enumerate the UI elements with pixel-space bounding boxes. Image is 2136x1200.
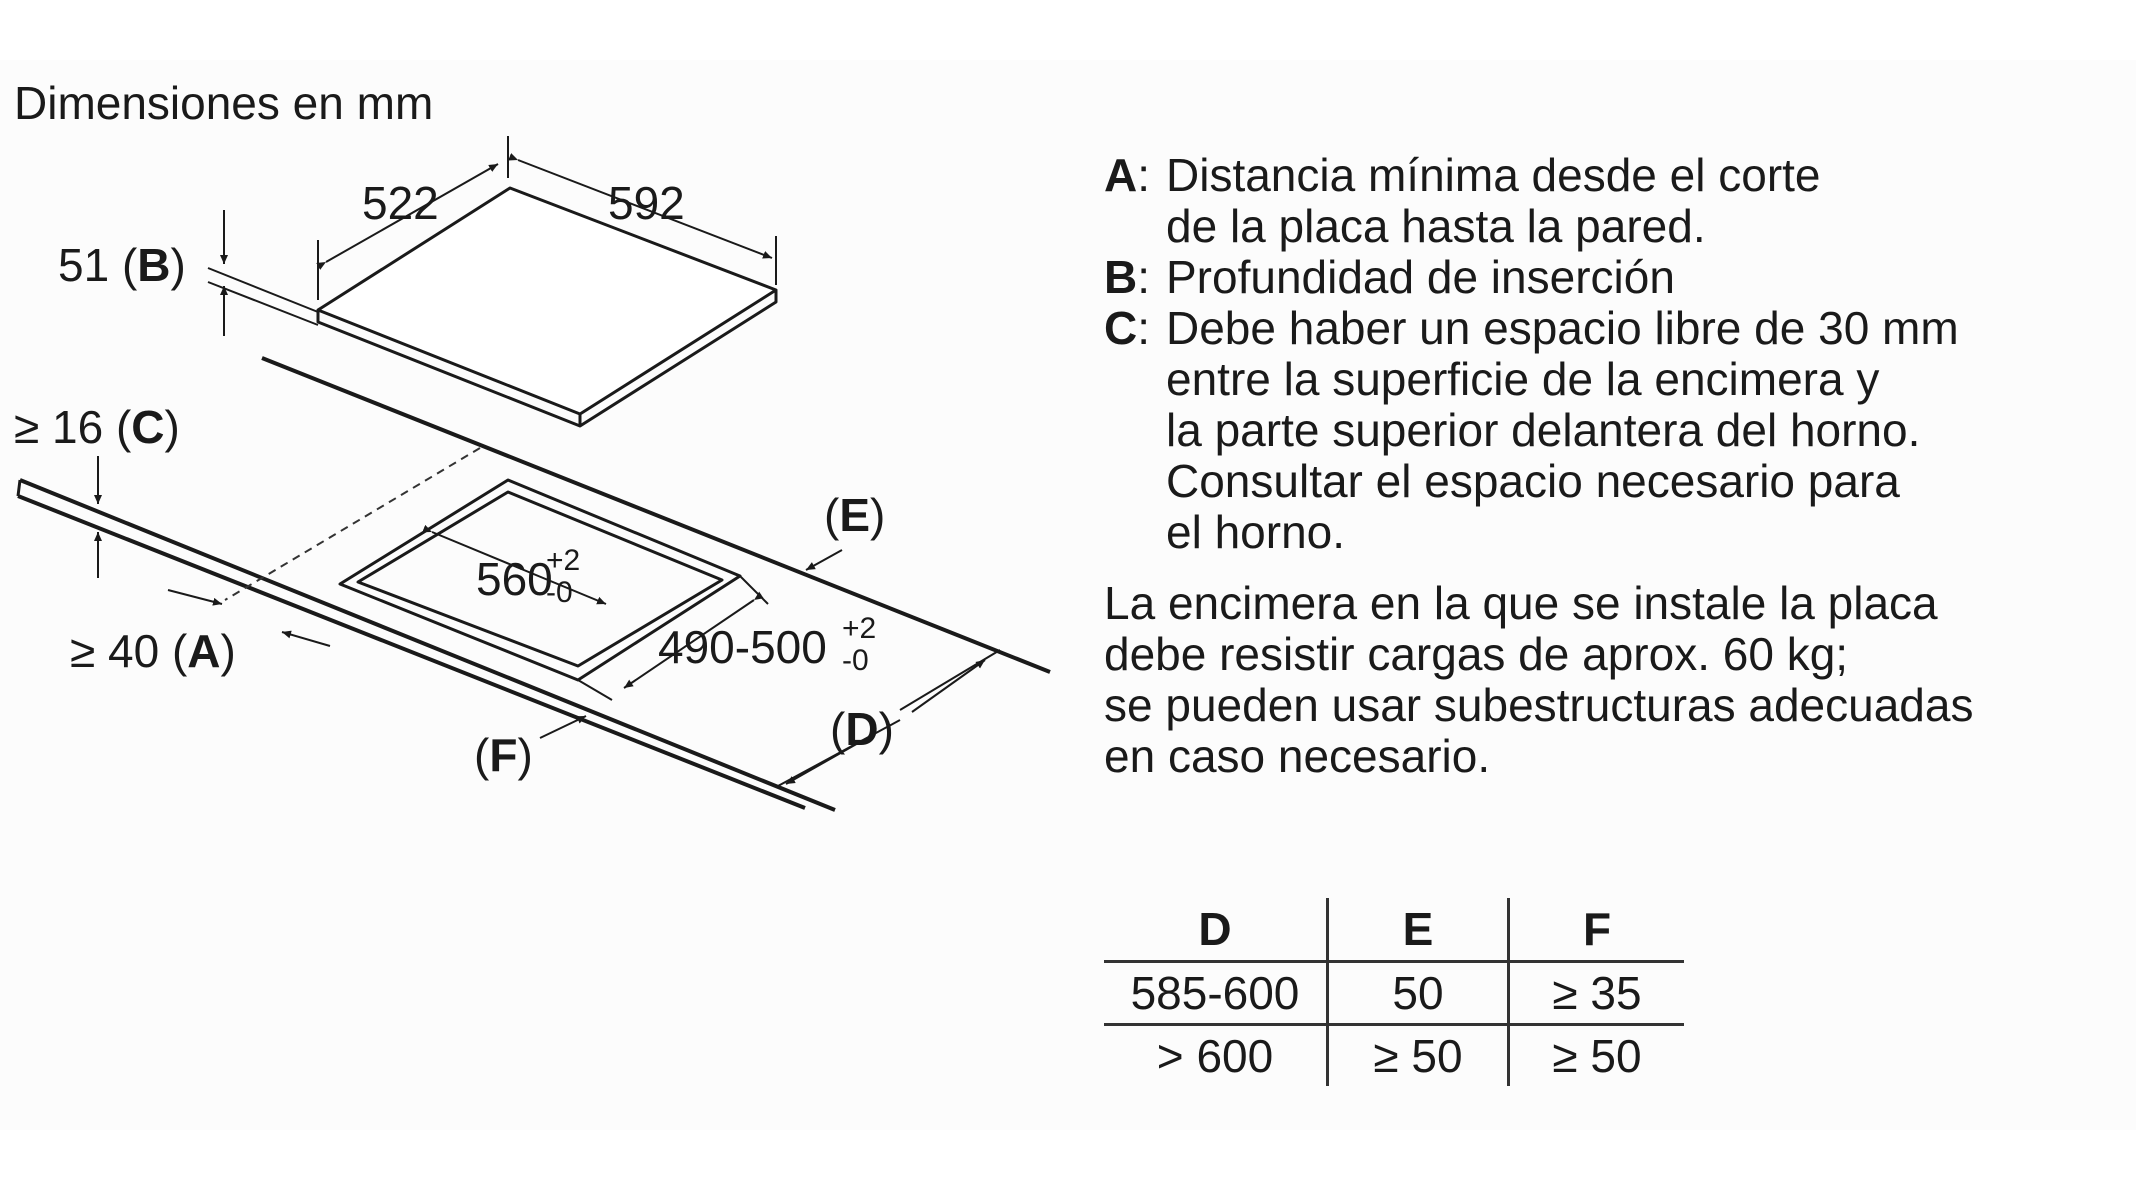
cutout-width-label: 560 bbox=[476, 553, 553, 605]
note-line: La encimera en la que se instale la placa bbox=[1104, 577, 1938, 629]
dim-c-key: C bbox=[131, 401, 165, 453]
legend-line: el horno. bbox=[1166, 506, 1346, 558]
table-row bbox=[1104, 1025, 1684, 1087]
table-cell: ≥ 50 bbox=[1328, 1025, 1509, 1087]
dim-522-label: 522 bbox=[362, 177, 439, 229]
dim-a-label bbox=[70, 625, 236, 677]
dim-c-value: ≥ 16 ( bbox=[14, 401, 132, 453]
legend-line: Consultar el espacio necesario para bbox=[1166, 455, 1900, 507]
legend-key: B: bbox=[1104, 251, 1151, 303]
table-header: D bbox=[1198, 903, 1232, 955]
legend-key: A: bbox=[1104, 149, 1151, 201]
cutout-depth-tol-plus: +2 bbox=[842, 612, 877, 645]
cutout-depth-label: 490-500 bbox=[658, 621, 827, 673]
dimensions-table bbox=[1104, 898, 1684, 1086]
cutout-width-tol-plus: +2 bbox=[546, 544, 581, 577]
dim-592-label: 592 bbox=[608, 177, 685, 229]
paren-close: ) bbox=[164, 401, 180, 453]
page-title: Dimensiones en mm bbox=[14, 77, 434, 129]
label-e-key: E bbox=[839, 489, 871, 541]
legend-line: la parte superior delantera del horno. bbox=[1166, 404, 1921, 456]
note-line: en caso necesario. bbox=[1104, 730, 1491, 782]
label-e bbox=[824, 489, 886, 541]
table-header-row bbox=[1104, 898, 1684, 962]
legend-item-a bbox=[1104, 150, 1959, 252]
legend-line: Profundidad de inserción bbox=[1166, 251, 1675, 303]
table-header: F bbox=[1509, 898, 1685, 962]
table-cell: ≥ 35 bbox=[1509, 962, 1685, 1025]
table-header: E bbox=[1328, 898, 1509, 962]
legend-line: Distancia mínima desde el corte bbox=[1166, 149, 1821, 201]
dim-b-lines bbox=[208, 210, 318, 336]
legend-item-b bbox=[1104, 252, 1959, 303]
paren-close: ) bbox=[878, 703, 894, 755]
legend-key: C: bbox=[1104, 302, 1151, 354]
paren-close: ) bbox=[170, 239, 186, 291]
label-d-key: D bbox=[845, 703, 879, 755]
legend-line: entre la superficie de la encimera y bbox=[1166, 353, 1880, 405]
dim-b-label bbox=[58, 239, 186, 291]
table-cell: > 600 bbox=[1104, 1025, 1328, 1087]
legend bbox=[1104, 150, 1959, 558]
legend-item-c bbox=[1104, 303, 1959, 558]
cutout-depth-tol-minus: -0 bbox=[842, 644, 869, 677]
label-d bbox=[830, 703, 894, 755]
paren-close: ) bbox=[870, 489, 886, 541]
note-line: debe resistir cargas de aprox. 60 kg; bbox=[1104, 628, 1849, 680]
note-line: se pueden usar subestructuras adecuadas bbox=[1104, 679, 1974, 731]
paren-open: ( bbox=[474, 729, 490, 781]
label-f bbox=[474, 729, 533, 781]
leader-f bbox=[540, 716, 586, 738]
table-row bbox=[1104, 962, 1684, 1025]
label-f-key: F bbox=[489, 729, 518, 781]
cutout-width-tol-minus: -0 bbox=[546, 576, 573, 609]
dim-b-value: 51 ( bbox=[58, 239, 138, 291]
legend-line: de la placa hasta la pared. bbox=[1166, 200, 1706, 252]
legend-line: Debe haber un espacio libre de 30 mm bbox=[1166, 302, 1959, 354]
dim-a-value: ≥ 40 ( bbox=[70, 625, 188, 677]
dim-a-key: A bbox=[187, 625, 221, 677]
paren-close: ) bbox=[220, 625, 236, 677]
load-note bbox=[1104, 578, 1973, 782]
paren-open: ( bbox=[824, 489, 840, 541]
table-cell: ≥ 50 bbox=[1509, 1025, 1685, 1087]
dim-b-key: B bbox=[137, 239, 171, 291]
table-cell: 50 bbox=[1328, 962, 1509, 1025]
paren-close: ) bbox=[517, 729, 533, 781]
dim-c-label bbox=[14, 401, 180, 453]
table-cell: 585-600 bbox=[1104, 962, 1328, 1025]
paren-open: ( bbox=[830, 703, 846, 755]
leader-e bbox=[806, 550, 842, 570]
